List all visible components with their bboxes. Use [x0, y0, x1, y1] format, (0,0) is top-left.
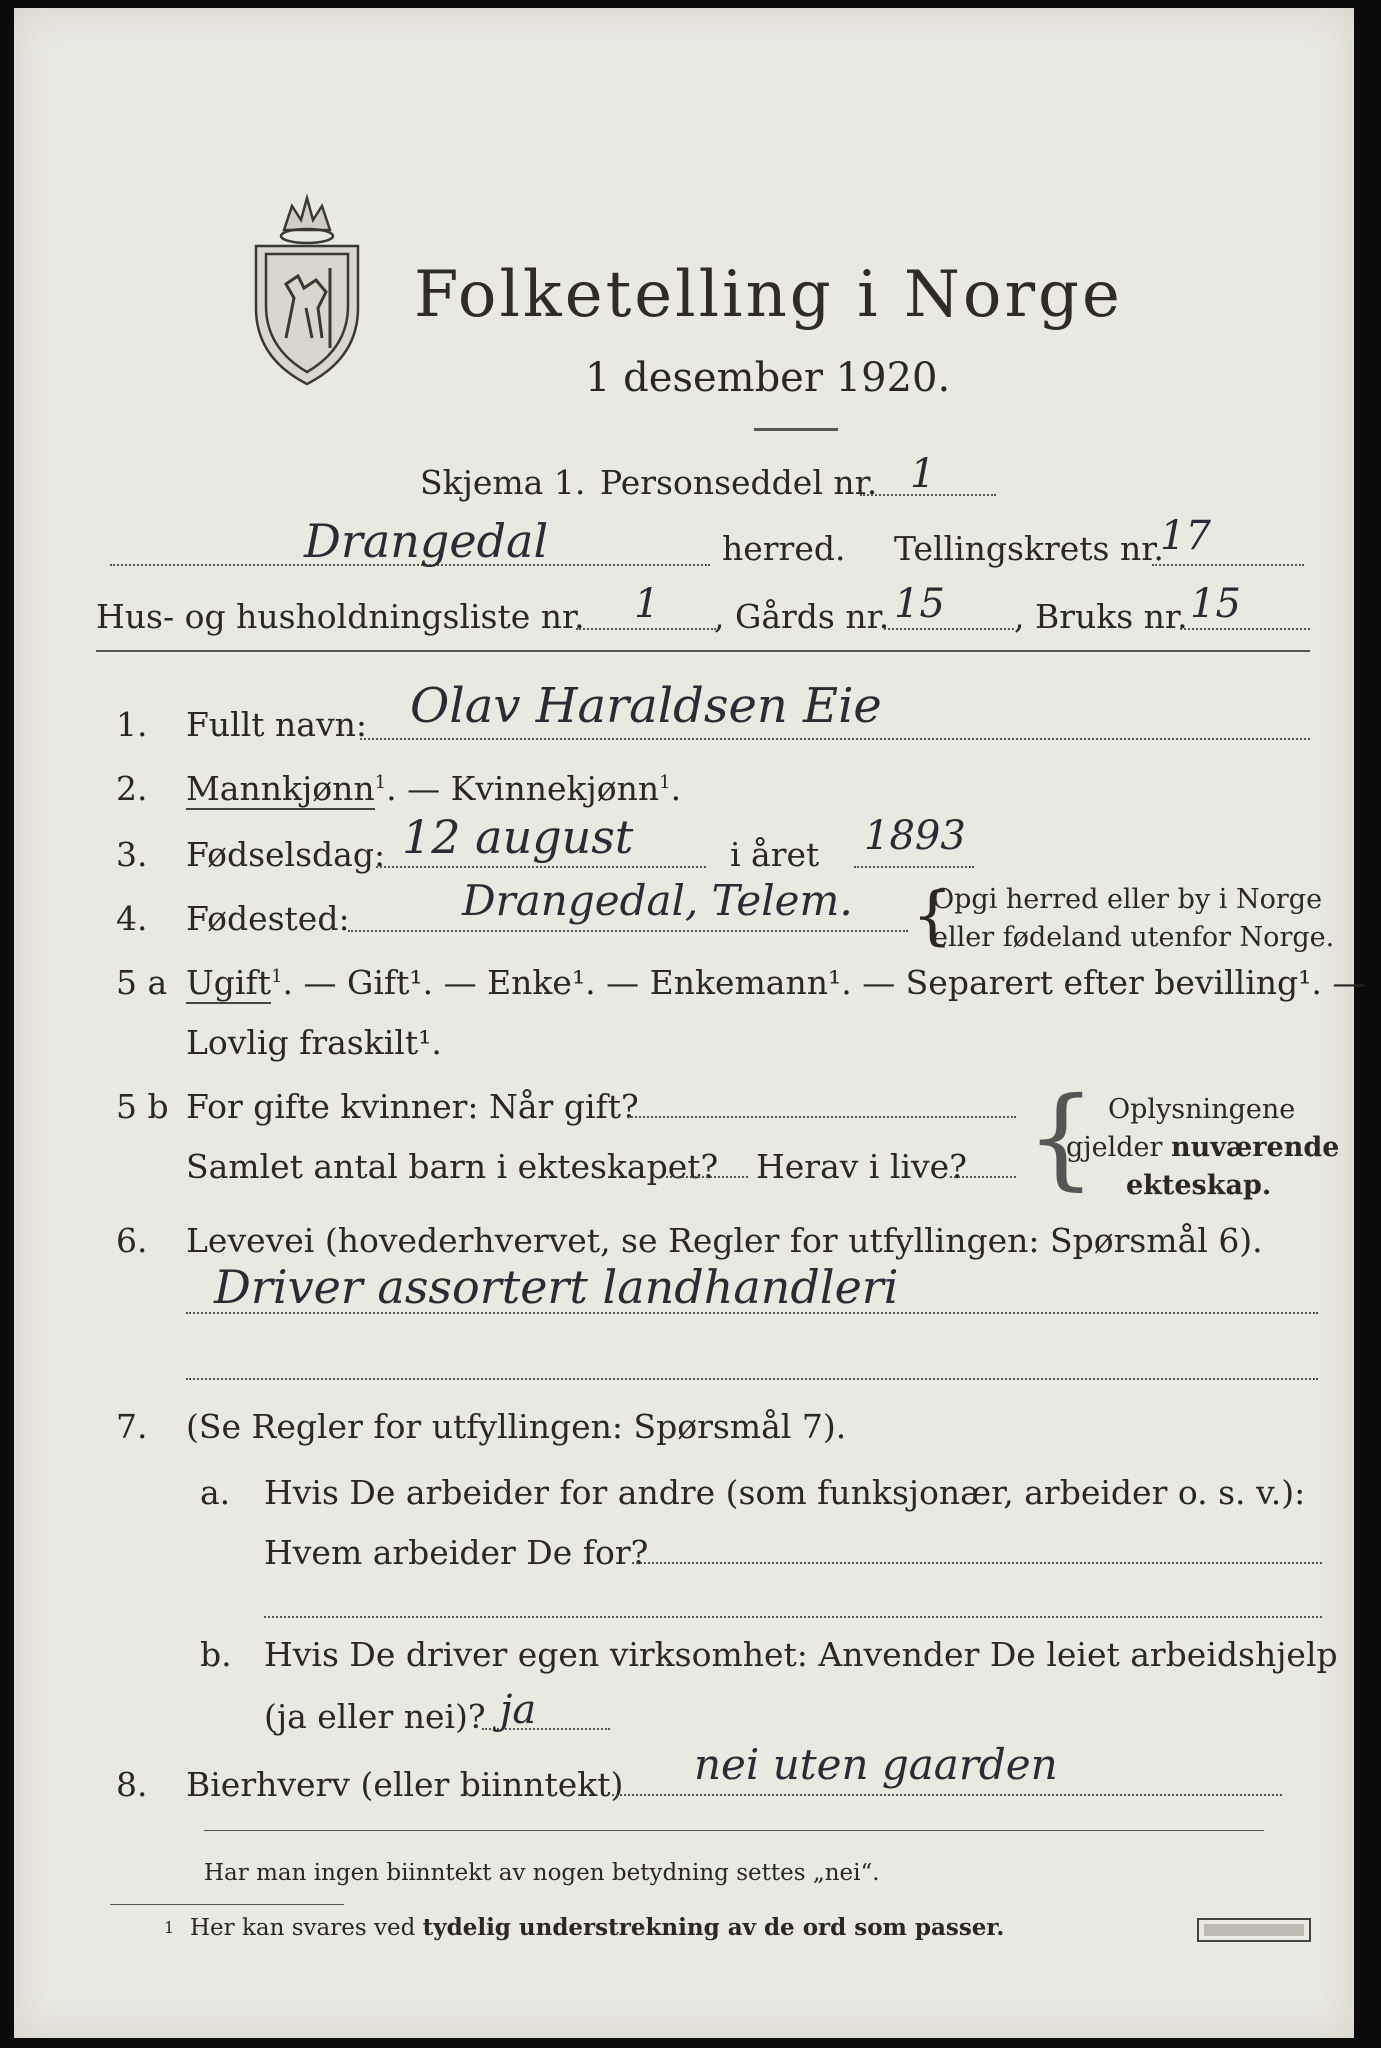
q2-options: Mannkjønn$^1$. — Kvinnekjønn$^1$. — [186, 769, 682, 808]
q6-number: 6. — [116, 1221, 148, 1260]
full-name-value: Olav Haraldsen Eie — [410, 678, 882, 734]
q5b-note-line3: ekteskap. — [1126, 1170, 1272, 1201]
herred-label: herred. — [722, 529, 846, 568]
q2-number: 2. — [116, 769, 148, 808]
q6-label: Levevei (hovederhvervet, se Regler for utfyllingen: Spørsmål 6). — [186, 1221, 1263, 1260]
q7-number: 7. — [116, 1407, 148, 1446]
footer-rule — [204, 1830, 1264, 1831]
q5a-line2: Lovlig fraskilt¹. — [186, 1023, 442, 1062]
q5a-ugift-underlined: Ugift — [186, 963, 271, 1002]
census-form-page — [14, 8, 1366, 2038]
q7b-label2: (ja eller nei)? — [264, 1697, 486, 1736]
q4-bracket: { — [912, 879, 953, 953]
q4-note-line1: Opgi herred eller by i Norge — [932, 884, 1323, 915]
q5b-label2: Samlet antal barn i ekteskapet? — [186, 1147, 719, 1186]
form-title: Folketelling i Norge — [414, 258, 1123, 332]
q5a-number: 5 a — [116, 963, 168, 1002]
q7-label: (Se Regler for utfyllingen: Spørsmål 7). — [186, 1407, 847, 1446]
bruks-number: 15 — [1190, 581, 1241, 627]
q1-label: Fullt navn: — [186, 705, 367, 744]
q7a-label1: Hvis De arbeider for andre (som funksjonær, arbeider o. s. v.): — [264, 1473, 1306, 1512]
footnote-marker: 1 — [164, 1918, 175, 1937]
bruks-label: , Bruks nr. — [1014, 597, 1188, 636]
q3-number: 3. — [116, 835, 148, 874]
q4-label: Fødested: — [186, 899, 350, 938]
q5a-options: Ugift$^1$. — Gift¹. — Enke¹. — Enkemann¹. — Separert efter bevilling¹. — — [186, 963, 1366, 1002]
header-rule — [96, 650, 1310, 652]
birth-date-value: 12 august — [402, 810, 634, 864]
q4-number: 4. — [116, 899, 148, 938]
q5b-label3: Herav i live? — [756, 1147, 967, 1186]
q7a-label2: Hvem arbeider De for? — [264, 1533, 649, 1572]
footer-note-nei: Har man ingen biinntekt av nogen betydning settes „nei“. — [204, 1860, 880, 1886]
personseddel-number: 1 — [910, 451, 936, 497]
husholdningsliste-label: Hus- og husholdningsliste nr. — [96, 597, 585, 636]
herred-value: Drangedal — [304, 514, 549, 568]
q5b-note-line2: gjelder nuværende — [1066, 1132, 1340, 1163]
census-date: 1 desember 1920. — [585, 355, 951, 401]
side-income-value: nei uten gaarden — [694, 1740, 1058, 1789]
q5b-bracket: { — [1026, 1073, 1096, 1201]
q5b-number: 5 b — [116, 1087, 169, 1126]
gards-number: 15 — [894, 581, 945, 627]
birthplace-value: Drangedal, Telem. — [462, 876, 853, 925]
q8-number: 8. — [116, 1765, 148, 1804]
q7b-label1: Hvis De driver egen virksomhet: Anvender De leiet arbeidshjelp — [264, 1635, 1338, 1674]
title-divider — [754, 428, 838, 431]
footnote-rule — [110, 1904, 344, 1905]
q5b-note-line1: Oplysningene — [1108, 1094, 1296, 1125]
q3-label: Fødselsdag: — [186, 835, 386, 874]
q4-note-line2: eller fødeland utenfor Norge. — [932, 922, 1335, 953]
personseddel-label: Personseddel nr. — [600, 463, 878, 502]
hired-help-value: ja — [500, 1687, 537, 1733]
q5b-label1: For gifte kvinner: Når gift? — [186, 1087, 639, 1126]
gards-label: , Gårds nr. — [714, 597, 890, 636]
tellingskrets-label: Tellingskrets nr. — [894, 529, 1164, 568]
q3-year-label: i året — [730, 835, 820, 874]
birth-year-value: 1893 — [864, 813, 966, 859]
q2-male-underlined: Mannkjønn — [186, 769, 375, 808]
q7b-letter: b. — [200, 1635, 232, 1674]
schema-label: Skjema 1. — [420, 463, 586, 502]
q1-number: 1. — [116, 705, 148, 744]
q2-female: . — Kvinnekjønn — [386, 769, 660, 808]
occupation-value: Driver assortert landhandleri — [214, 1260, 899, 1314]
husholdningsliste-number: 1 — [634, 581, 660, 627]
tellingskrets-number: 17 — [1160, 513, 1211, 559]
norwegian-coat-of-arms-icon — [246, 188, 368, 388]
q7a-letter: a. — [200, 1473, 231, 1512]
footnote-text: Her kan svares ved tydelig understrekning av de ord som passer. — [190, 1914, 1005, 1941]
printer-stamp-icon — [1196, 1916, 1312, 1944]
q8-label: Bierhverv (eller biinntekt) — [186, 1765, 624, 1804]
